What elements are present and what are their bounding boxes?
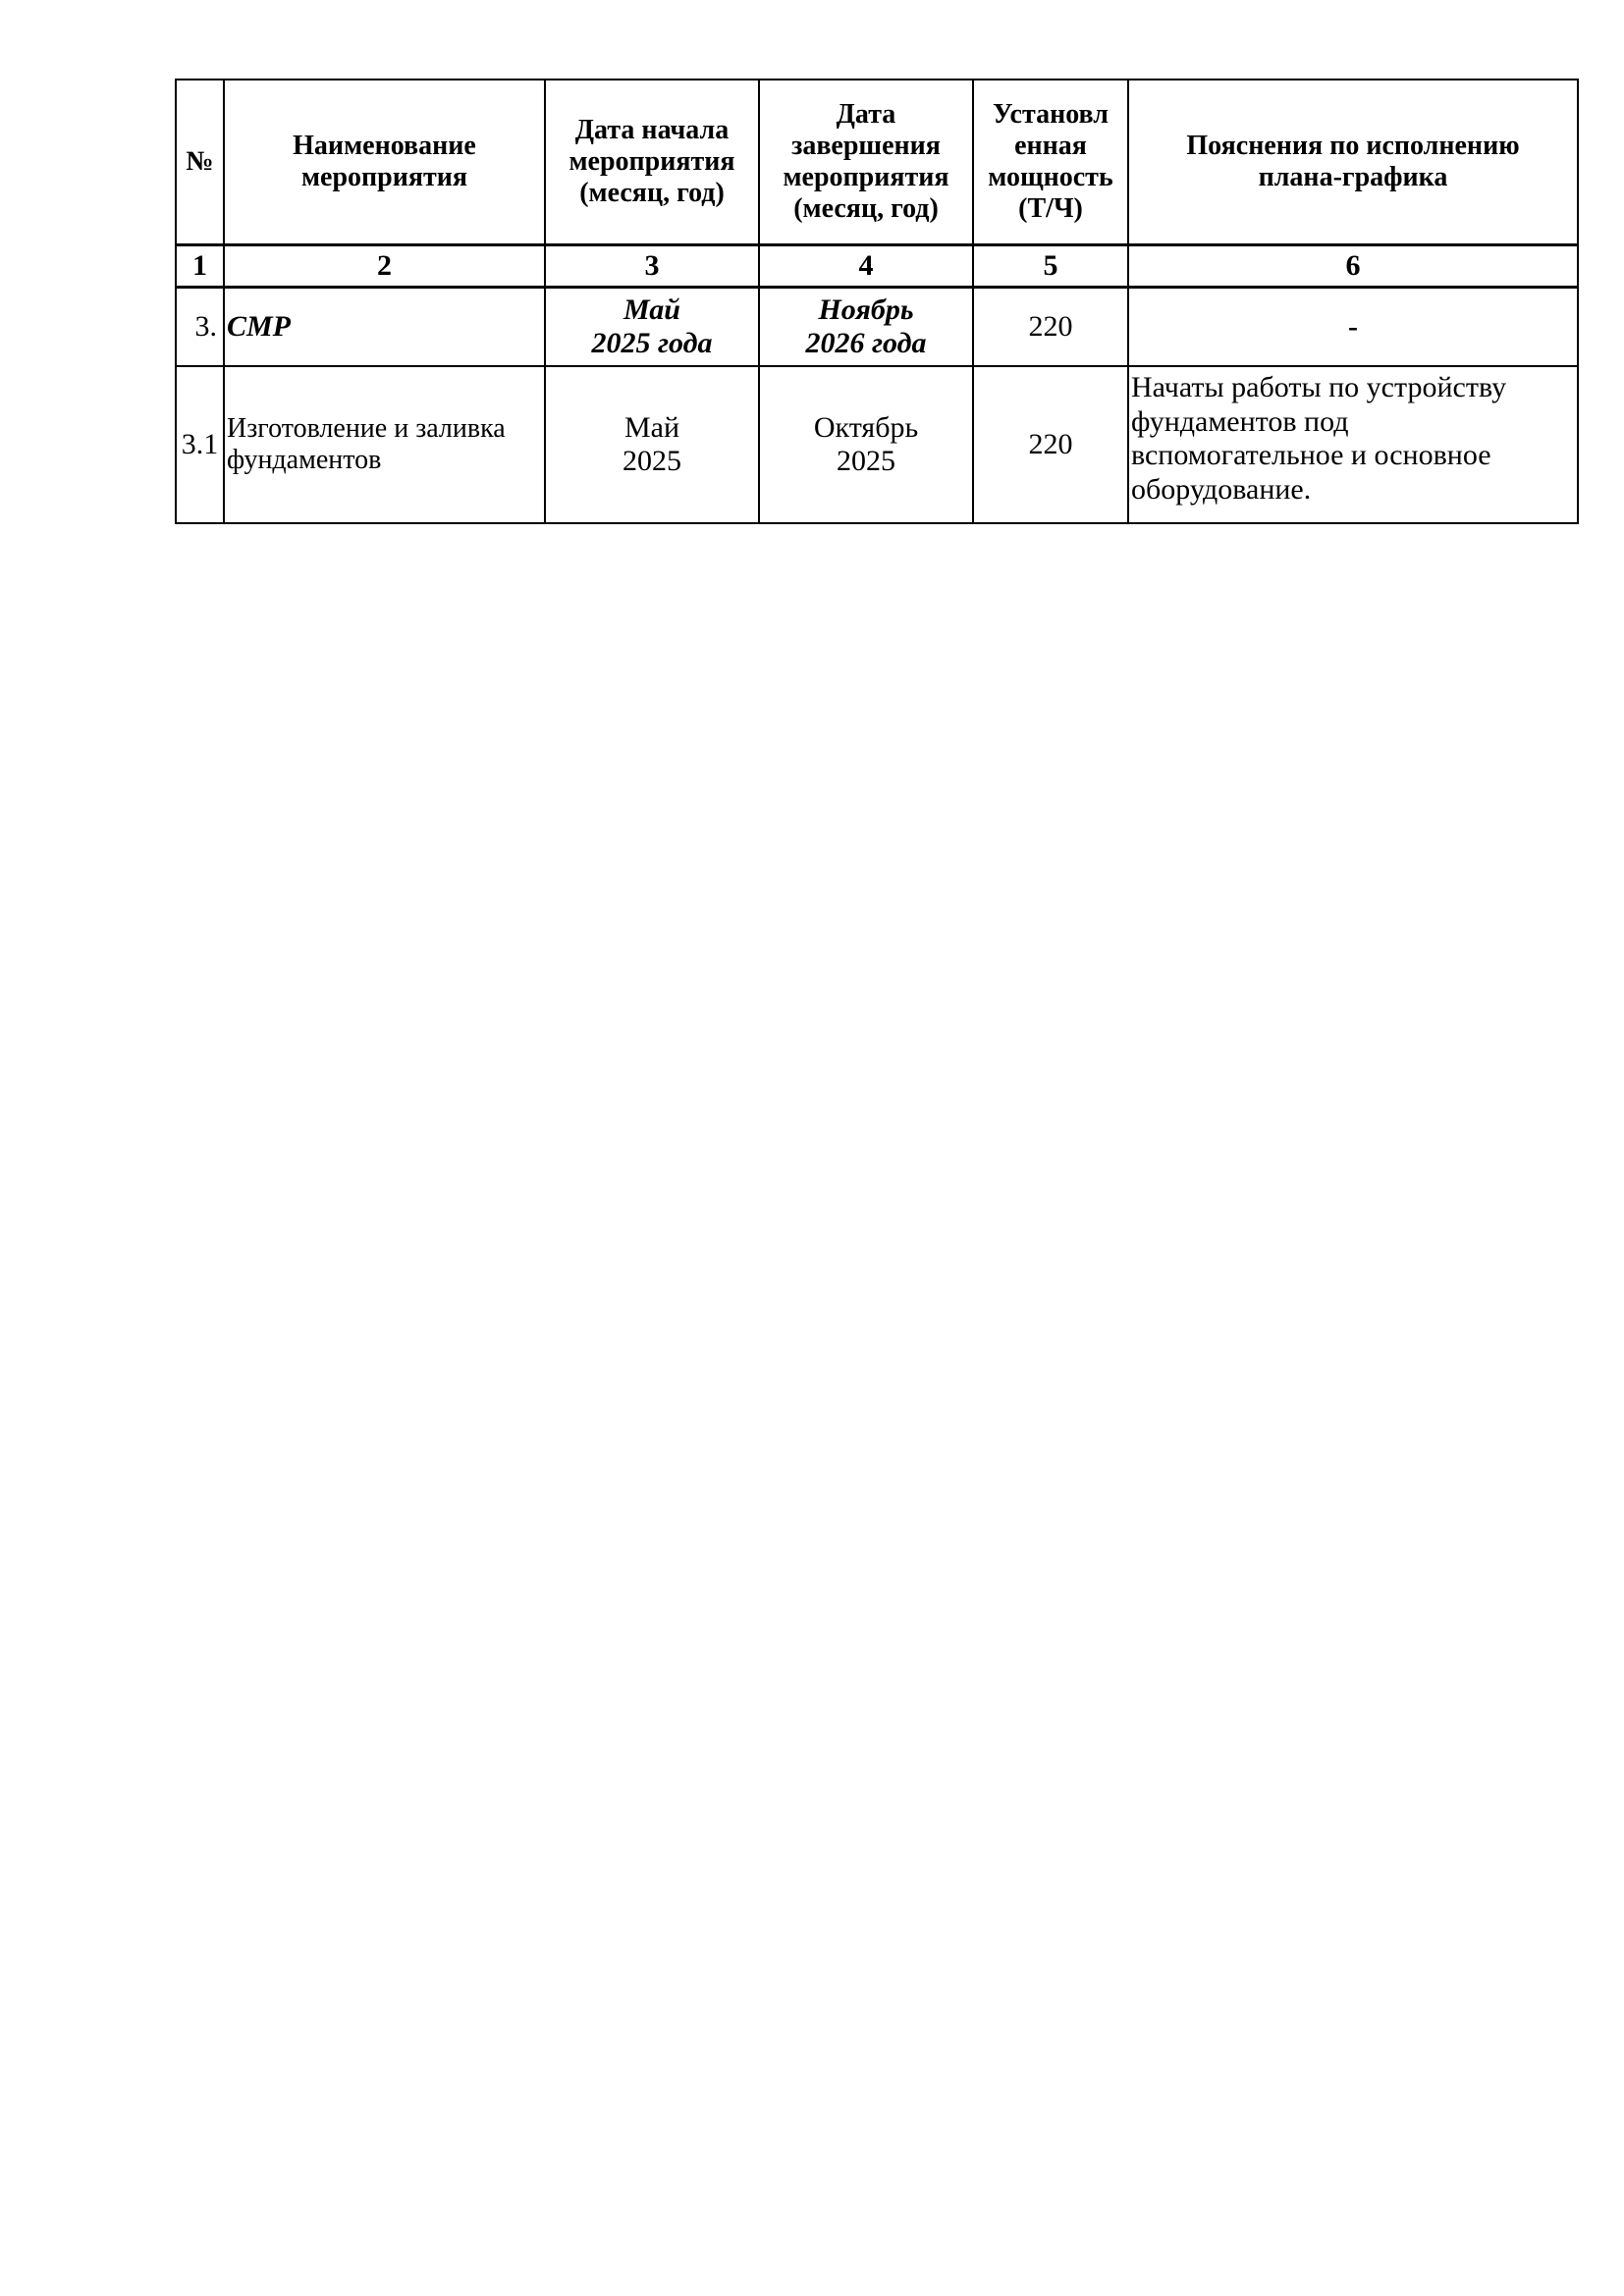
header-row (176, 80, 1578, 245)
header-start-date: Дата начала мероприятия (месяц, год) (545, 80, 759, 245)
column-number: 1 (176, 245, 224, 288)
section-row (176, 288, 1578, 367)
schedule-table (175, 79, 1579, 524)
item-name: Изготовление и заливка фундаментов (224, 366, 545, 523)
header-name: Наименование мероприятия (224, 80, 545, 245)
column-number: 6 (1128, 245, 1578, 288)
column-number: 5 (973, 245, 1128, 288)
column-number: 4 (759, 245, 973, 288)
section-number: 3. (176, 288, 224, 367)
section-name: СМР (224, 288, 545, 367)
header-power: Установл енная мощность (Т/Ч) (973, 80, 1128, 245)
column-number: 3 (545, 245, 759, 288)
item-power: 220 (973, 366, 1128, 523)
header-notes: Пояснения по исполнению плана-графика (1128, 80, 1578, 245)
item-note: Начаты работы по устройству фундаментов под вспомогательное и основное оборудование. (1128, 366, 1578, 523)
section-start-date: Май 2025 года (545, 288, 759, 367)
header-number: № (176, 80, 224, 245)
section-power: 220 (973, 288, 1128, 367)
table-row (176, 366, 1578, 523)
item-start-date: Май 2025 (545, 366, 759, 523)
item-end-date: Октябрь 2025 (759, 366, 973, 523)
column-number-row (176, 245, 1578, 288)
section-note: - (1128, 288, 1578, 367)
section-end-date: Ноябрь 2026 года (759, 288, 973, 367)
header-end-date: Дата завершения мероприятия (месяц, год) (759, 80, 973, 245)
item-number: 3.1 (176, 366, 224, 523)
column-number: 2 (224, 245, 545, 288)
